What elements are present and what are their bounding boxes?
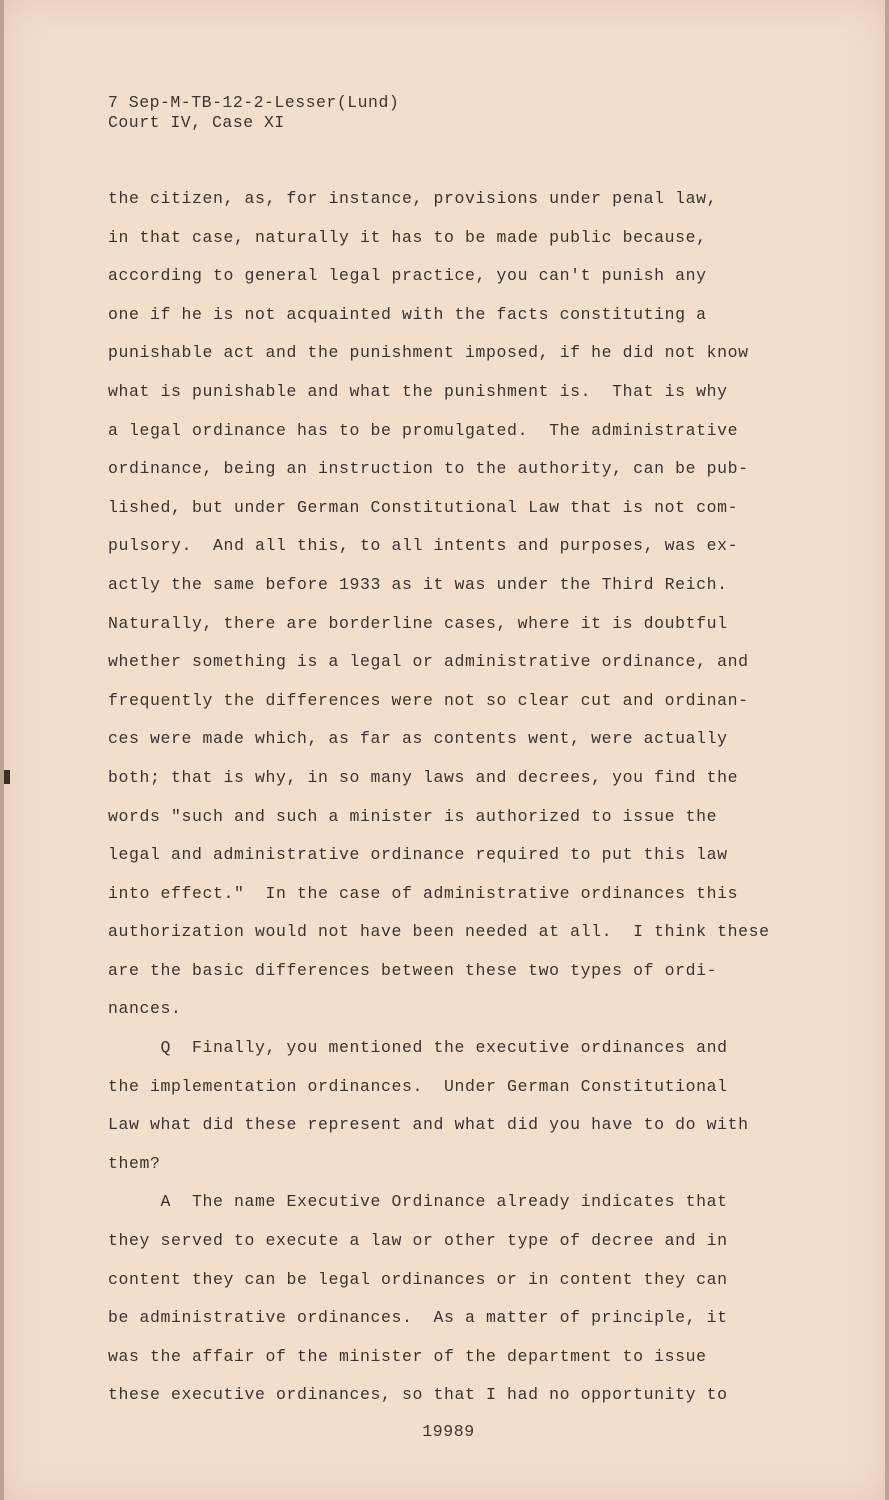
- transcript-line: A The name Executive Ordinance already indicates that: [108, 1192, 728, 1212]
- transcript-line: legal and administrative ordinance required to put this law: [108, 845, 728, 865]
- transcript-line: be administrative ordinances. As a matter of principle, it: [108, 1308, 728, 1328]
- document-header: [108, 93, 399, 133]
- transcript-line: into effect." In the case of administrative ordinances this: [108, 883, 739, 903]
- transcript-line: pulsory. And all this, to all intents and purposes, was ex-: [108, 536, 739, 556]
- transcript-line: they served to execute a law or other type of decree and in: [108, 1231, 728, 1251]
- transcript-line: lished, but under German Constitutional Law that is not com-: [108, 497, 739, 517]
- binding-edge-mark: [4, 770, 10, 784]
- transcript-line: words "such and such a minister is authorized to issue the: [108, 806, 718, 826]
- transcript-line: ces were made which, as far as contents went, were actually: [108, 729, 728, 749]
- transcript-line: are the basic differences between these two types of ordi-: [108, 960, 718, 980]
- transcript-line: frequently the differences were not so clear cut and ordinan-: [108, 690, 749, 710]
- transcript-line: according to general legal practice, you can't punish any: [108, 266, 707, 286]
- transcript-line: both; that is why, in so many laws and decrees, you find the: [108, 767, 739, 787]
- header-case-reference: 7 Sep-M-TB-12-2-Lesser(Lund): [108, 93, 400, 112]
- transcript-line: one if he is not acquainted with the facts constituting a: [108, 304, 707, 324]
- transcript-line: whether something is a legal or administrative ordinance, and: [108, 652, 749, 672]
- document-page: [4, 0, 885, 1500]
- transcript-body: [108, 187, 853, 1422]
- transcript-line: ordinance, being an instruction to the authority, can be pub-: [108, 459, 749, 479]
- transcript-line: the citizen, as, for instance, provisions under penal law,: [108, 189, 718, 208]
- header-court-case: Court IV, Case XI: [108, 113, 285, 132]
- transcript-line: them?: [108, 1153, 161, 1173]
- transcript-line: Naturally, there are borderline cases, where it is doubtful: [108, 613, 728, 633]
- transcript-line: nances.: [108, 999, 182, 1019]
- page-number: 19989: [422, 1422, 475, 1441]
- transcript-line: content they can be legal ordinances or in content they can: [108, 1269, 728, 1289]
- transcript-line: these executive ordinances, so that I had no opportunity to: [108, 1385, 728, 1405]
- transcript-line: punishable act and the punishment imposed, if he did not know: [108, 343, 749, 363]
- transcript-line: Q Finally, you mentioned the executive ordinances and: [108, 1038, 728, 1058]
- transcript-line: the implementation ordinances. Under German Constitutional: [108, 1076, 728, 1096]
- transcript-line: was the affair of the minister of the department to issue: [108, 1346, 707, 1366]
- transcript-line: actly the same before 1933 as it was under the Third Reich.: [108, 574, 728, 594]
- transcript-line: Law what did these represent and what did you have to do with: [108, 1115, 749, 1135]
- transcript-line: a legal ordinance has to be promulgated. The administrative: [108, 420, 739, 440]
- transcript-line: what is punishable and what the punishment is. That is why: [108, 381, 728, 401]
- transcript-line: authorization would not have been needed at all. I think these: [108, 922, 770, 942]
- transcript-line: in that case, naturally it has to be made public because,: [108, 227, 707, 247]
